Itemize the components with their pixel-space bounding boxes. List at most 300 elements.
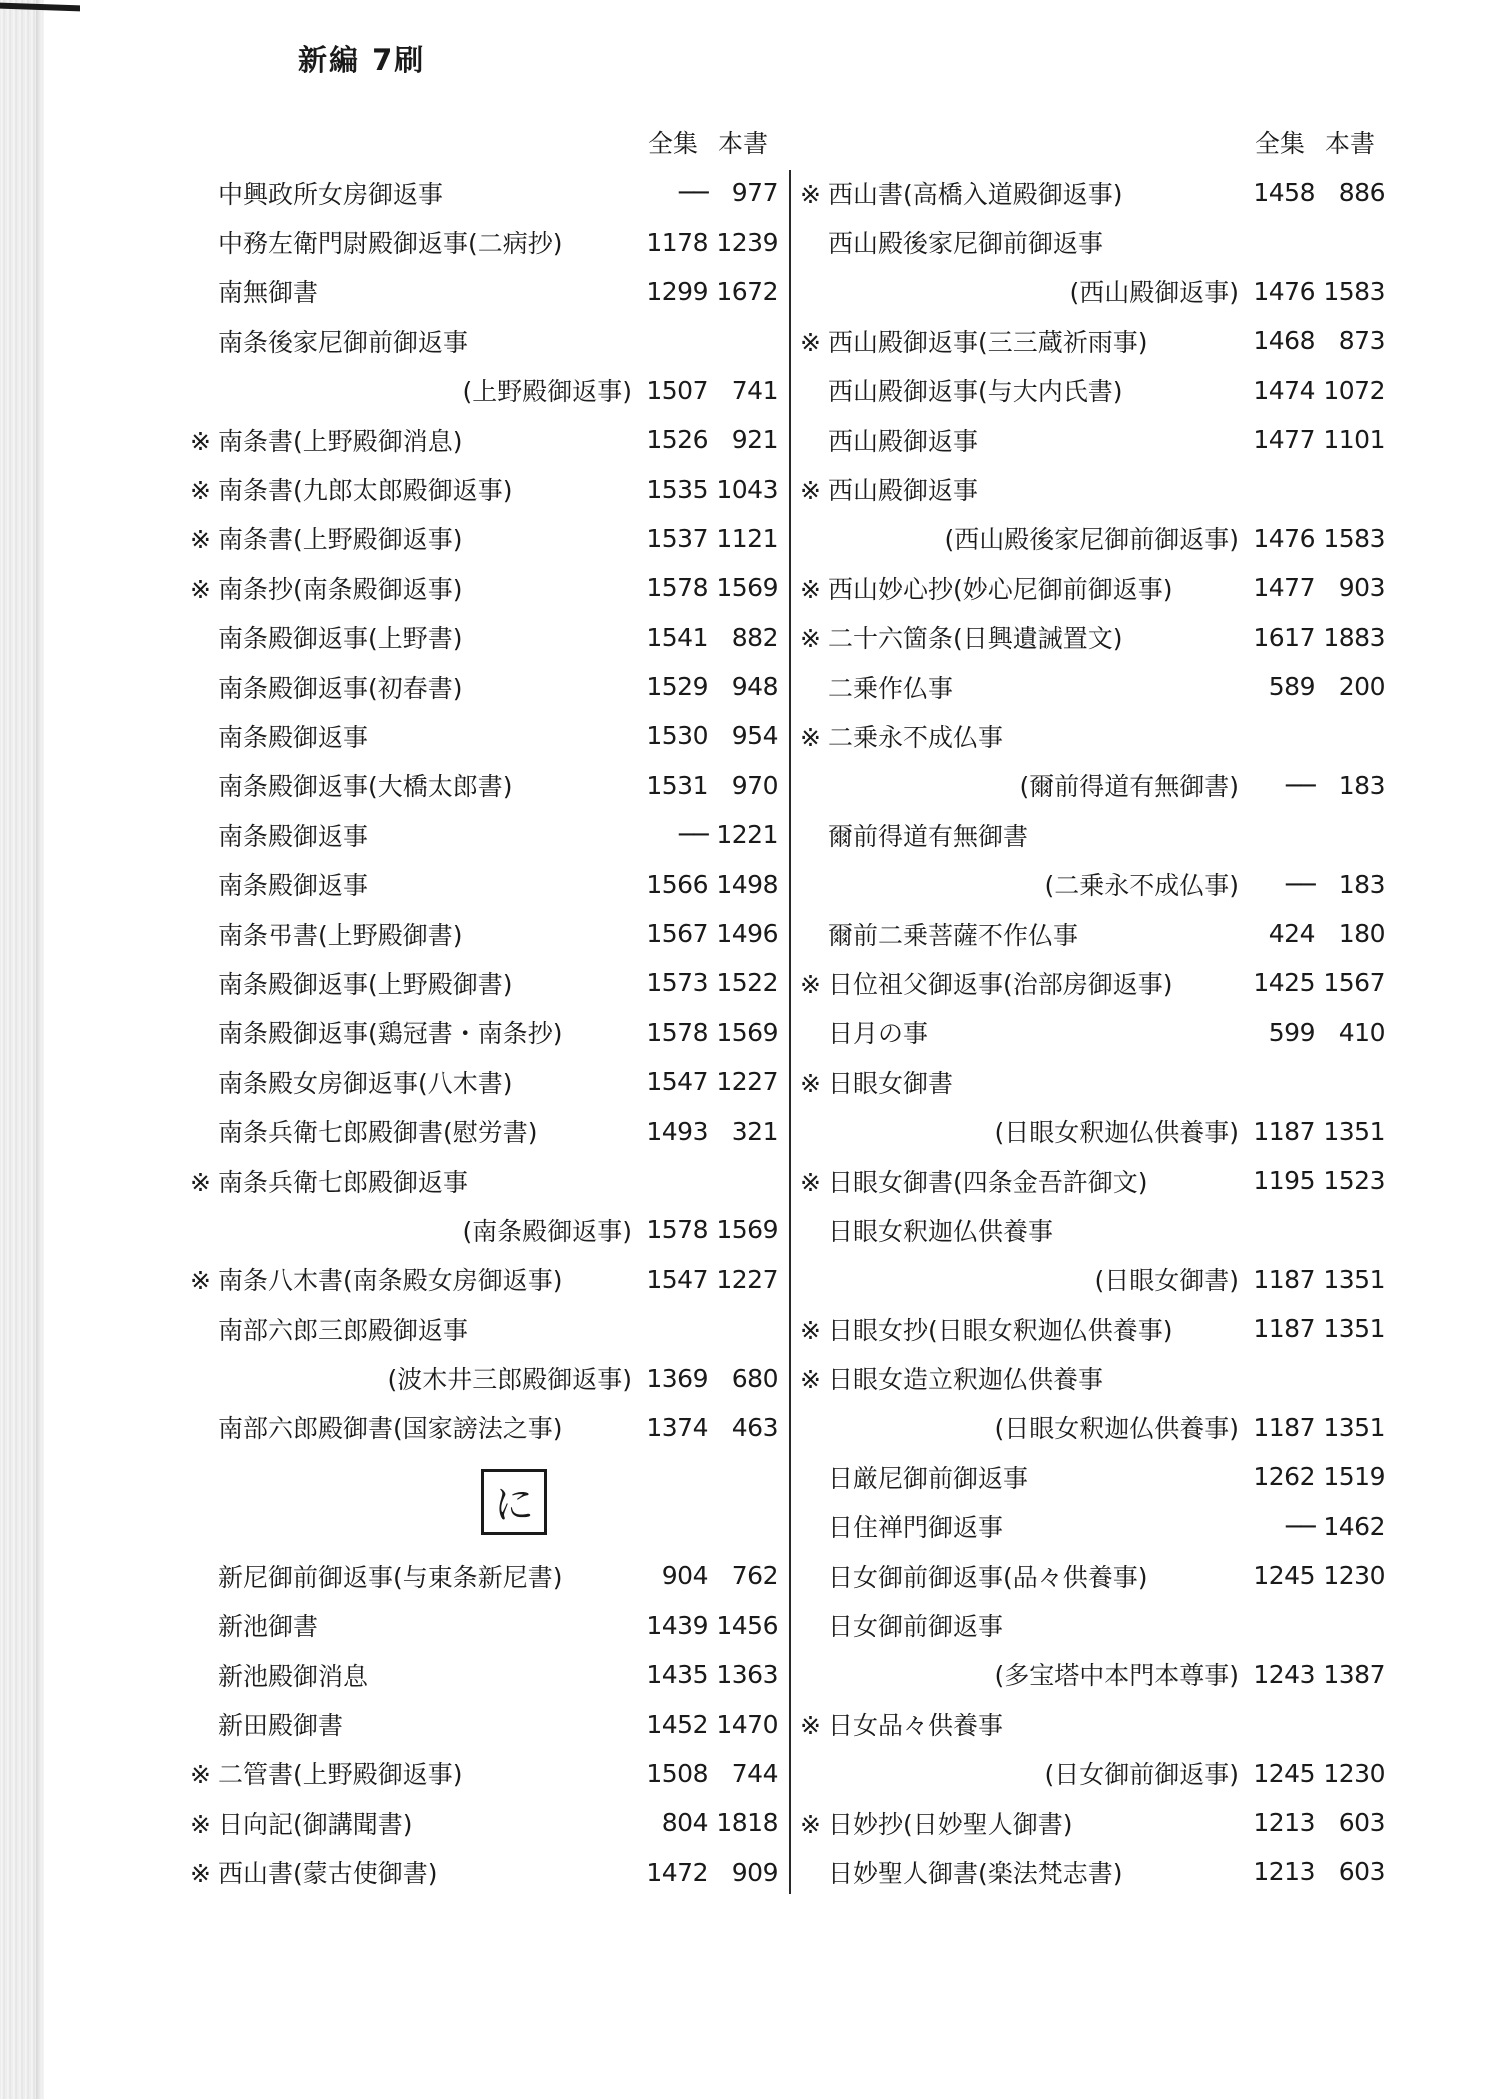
entry-title: 日眼女造立釈迦仏供養事: [828, 1365, 1104, 1395]
zenshu-page: 1526: [646, 425, 708, 455]
zenshu-page: 1425: [1253, 968, 1315, 998]
honsho-page: 321: [731, 1116, 778, 1146]
entry-title: 新池御書: [218, 1612, 319, 1642]
honsho-page: 1583: [1323, 276, 1385, 306]
entry-title: 日女御前御返事(品々供養事): [828, 1562, 1148, 1592]
index-row: [190, 1749, 778, 1798]
entry-title: 南条抄(南条殿御返事): [218, 574, 463, 604]
index-row-continuation: [800, 514, 1385, 563]
entry-mark: ※: [800, 327, 821, 357]
honsho-page: 1230: [1323, 1561, 1385, 1591]
zenshu-page: 1508: [646, 1758, 708, 1788]
index-row: [190, 1848, 778, 1897]
index-row: [190, 1255, 778, 1304]
index-row: [800, 1057, 1385, 1106]
zenshu-page: 1187: [1253, 1412, 1315, 1442]
honsho-page: 882: [731, 622, 778, 652]
honsho-page: 1567: [1323, 968, 1385, 998]
entry-title: 西山殿後家尼御前御返事: [828, 229, 1104, 259]
entry-mark: ※: [800, 476, 821, 506]
honsho-page: 1101: [1323, 425, 1385, 455]
entry-title: (上野殿御返事): [462, 377, 632, 407]
zenshu-page: 1243: [1253, 1659, 1315, 1689]
zenshu-page: 1458: [1253, 178, 1315, 208]
index-row-continuation: [190, 1205, 778, 1254]
index-row-continuation: [190, 366, 778, 415]
honsho-page: 1239: [716, 227, 778, 257]
honsho-page: 1523: [1323, 1166, 1385, 1195]
entry-mark: ※: [800, 179, 821, 209]
entry-title-cell: [190, 372, 638, 408]
honsho-page: 1569: [716, 1215, 778, 1245]
entry-title: 爾前得道有無御書: [828, 821, 1029, 851]
zenshu-page: ──: [678, 178, 708, 208]
honsho-page: 1121: [716, 523, 778, 553]
entry-mark: ※: [190, 525, 211, 555]
zenshu-page: 1530: [646, 721, 708, 751]
zenshu-page: 1578: [646, 1017, 708, 1047]
entry-title-cell: [190, 669, 638, 705]
entry-title-cell: [800, 866, 1245, 902]
index-row-continuation: [800, 761, 1385, 810]
honsho-page: 680: [731, 1363, 778, 1393]
entry-title: 日向記(御講聞書): [218, 1809, 413, 1839]
entry-title-cell: [800, 1261, 1245, 1297]
zenshu-page: 1507: [646, 375, 708, 405]
zenshu-page: 1452: [646, 1709, 708, 1739]
index-row-continuation: [800, 1650, 1385, 1699]
zenshu-page: 1541: [646, 622, 708, 652]
index-row: [190, 1650, 778, 1699]
entry-title: 南条兵衛七郎殿御書(慰労書): [218, 1118, 538, 1148]
zenshu-page: 1435: [646, 1660, 708, 1690]
entry-title-cell: [800, 1508, 1245, 1544]
entry-title: (爾前得道有無御書): [1019, 772, 1239, 802]
entry-title-cell: [190, 1607, 638, 1643]
entry-title-cell: [190, 520, 638, 556]
entry-title-cell: [800, 570, 1245, 606]
section-kana-box: に: [481, 1469, 547, 1535]
zenshu-page: 599: [1268, 1017, 1315, 1047]
entry-title: 日女御前御返事: [828, 1612, 1004, 1642]
zenshu-page: 1468: [1253, 326, 1315, 356]
zenshu-page: 1474: [1253, 375, 1315, 405]
zenshu-page: ──: [1285, 1511, 1315, 1541]
entry-title-cell: [190, 1805, 638, 1841]
honsho-page: 1227: [716, 1067, 778, 1097]
entry-title: (日眼女釈迦仏供養事): [994, 1414, 1239, 1444]
entry-title-cell: [800, 224, 1245, 260]
honsho-page: 410: [1338, 1017, 1385, 1047]
honsho-page: 1470: [716, 1709, 778, 1739]
entry-title-cell: [190, 1854, 638, 1890]
entry-title: 南条殿御返事: [218, 871, 369, 901]
entry-title-cell: [190, 1558, 638, 1594]
entry-title-cell: [190, 1409, 638, 1445]
entry-title: 日眼女釈迦仏供養事: [828, 1216, 1054, 1246]
entry-title-cell: [190, 422, 638, 458]
index-column-right: [800, 118, 1385, 1897]
index-row: [190, 1008, 778, 1057]
honsho-page: 1818: [716, 1808, 778, 1838]
entry-title: 日眼女抄(日眼女釈迦仏供養事): [828, 1315, 1173, 1345]
entry-title-cell: [800, 1706, 1245, 1742]
honsho-page: 1456: [716, 1610, 778, 1640]
entry-title: 西山書(高橋入道殿御返事): [828, 179, 1123, 209]
honsho-page: 1221: [716, 820, 778, 850]
entry-mark: ※: [800, 1068, 821, 1098]
entry-title-cell: [800, 1014, 1245, 1050]
honsho-page: 886: [1338, 178, 1385, 208]
entry-title-cell: [190, 1311, 638, 1347]
index-row: [800, 168, 1385, 217]
entry-title-cell: [800, 1311, 1245, 1347]
entry-title: 南条殿御返事(大橋太郎書): [218, 772, 513, 802]
honsho-page: 463: [731, 1412, 778, 1442]
entry-title-cell: [800, 718, 1245, 754]
entry-title: 中務左衛門尉殿御返事(二病抄): [218, 229, 563, 259]
index-row: [190, 415, 778, 464]
entry-title-cell: [800, 1064, 1245, 1100]
index-row: [190, 859, 778, 908]
entry-title-cell: [190, 471, 638, 507]
honsho-page: 977: [731, 178, 778, 208]
honsho-page: 603: [1338, 1808, 1385, 1838]
entry-title-cell: [190, 1657, 638, 1693]
entry-title-cell: [800, 1805, 1245, 1841]
zenshu-page: 1195: [1253, 1166, 1315, 1195]
index-row: [800, 810, 1385, 859]
honsho-page: 1351: [1323, 1116, 1385, 1146]
index-row: [190, 909, 778, 958]
entry-title: 南条書(上野殿御返事): [218, 525, 463, 555]
zenshu-page: 1472: [646, 1857, 708, 1887]
entry-title-cell: [800, 916, 1245, 952]
index-row: [190, 168, 778, 217]
entry-title-cell: [800, 1212, 1245, 1248]
entry-title: (日眼女釈迦仏供養事): [994, 1118, 1239, 1148]
zenshu-page: 1529: [646, 672, 708, 702]
entry-title-cell: [800, 1163, 1245, 1199]
entry-title-cell: [800, 619, 1245, 655]
entry-title-cell: [800, 372, 1245, 408]
index-row: [190, 1304, 778, 1353]
entry-title: 日月の事: [828, 1019, 929, 1049]
entry-title-cell: [190, 570, 638, 606]
zenshu-page: 1547: [646, 1067, 708, 1097]
entry-mark: ※: [190, 1809, 211, 1839]
entry-title-cell: [800, 767, 1245, 803]
entry-title-cell: [800, 1607, 1245, 1643]
entry-title-cell: [800, 273, 1245, 309]
entry-title: 二管書(上野殿御返事): [218, 1760, 463, 1790]
honsho-page: 200: [1338, 672, 1385, 702]
index-row: [190, 1403, 778, 1452]
header-honsho: 本書: [717, 129, 768, 158]
entry-mark: ※: [800, 1315, 821, 1345]
entry-title: 西山殿御返事: [828, 476, 979, 506]
index-row: [800, 1205, 1385, 1254]
entry-title: 二乗永不成仏事: [828, 722, 1004, 752]
entry-title-cell: [190, 273, 638, 309]
entry-title: 南条殿御返事: [218, 722, 369, 752]
entry-title: 南条殿女房御返事(八木書): [218, 1068, 513, 1098]
honsho-page: 183: [1338, 869, 1385, 899]
honsho-page: 1227: [716, 1264, 778, 1294]
index-row: [800, 1502, 1385, 1551]
index-row-continuation: [800, 267, 1385, 316]
honsho-page: 1072: [1323, 375, 1385, 405]
honsho-page: 1569: [716, 1017, 778, 1047]
entry-mark: ※: [800, 722, 821, 752]
index-rows: [800, 168, 1385, 1897]
entry-title-cell: [800, 520, 1245, 556]
entry-title: 南条書(上野殿御消息): [218, 426, 463, 456]
index-row: [800, 464, 1385, 513]
zenshu-page: 1262: [1253, 1462, 1315, 1492]
entry-title-cell: [190, 1212, 638, 1248]
index-row: [800, 1551, 1385, 1600]
header-honsho: 本書: [1324, 129, 1375, 158]
entry-title: 南条殿御返事(上野殿御書): [218, 969, 513, 999]
entry-title-cell: [800, 471, 1245, 507]
entry-mark: ※: [190, 476, 211, 506]
entry-title: 南条後家尼御前御返事: [218, 327, 469, 357]
entry-title: (西山殿御返事): [1069, 278, 1239, 308]
honsho-page: 948: [731, 672, 778, 702]
entry-mark: ※: [190, 574, 211, 604]
zenshu-page: 1567: [646, 919, 708, 949]
entry-title: 南条書(九郎太郎殿御返事): [218, 476, 513, 506]
zenshu-page: 1493: [646, 1116, 708, 1146]
entry-title-cell: [800, 817, 1245, 853]
zenshu-page: 1476: [1253, 276, 1315, 306]
index-rows: [190, 168, 778, 1897]
entry-mark: ※: [800, 1167, 821, 1197]
zenshu-page: 1476: [1253, 523, 1315, 553]
entry-title: 日妙抄(日妙聖人御書): [828, 1809, 1073, 1839]
zenshu-page: 1566: [646, 869, 708, 899]
entry-title: 南条八木書(南条殿女房御返事): [218, 1266, 563, 1296]
entry-title: 新池殿御消息: [218, 1661, 369, 1691]
zenshu-page: 1178: [646, 227, 708, 257]
index-row: [800, 366, 1385, 415]
entry-mark: ※: [800, 1809, 821, 1839]
entry-title-cell: [190, 916, 638, 952]
zenshu-page: ──: [678, 820, 708, 850]
entry-title-cell: [800, 1409, 1245, 1445]
entry-title-cell: [800, 1755, 1245, 1791]
honsho-page: 954: [731, 721, 778, 751]
zenshu-page: 1299: [646, 276, 708, 306]
zenshu-page: ──: [1285, 869, 1315, 899]
zenshu-page: 1187: [1253, 1116, 1315, 1146]
index-row: [190, 810, 778, 859]
index-row: [800, 1600, 1385, 1649]
index-row: [190, 711, 778, 760]
entry-title-cell: [190, 817, 638, 853]
entry-title: 南条殿御返事(上野書): [218, 624, 463, 654]
index-row: [800, 563, 1385, 612]
index-row: [800, 958, 1385, 1007]
index-row: [800, 415, 1385, 464]
honsho-page: 1672: [716, 276, 778, 306]
index-row: [190, 1601, 778, 1650]
entry-title-cell: [190, 619, 638, 655]
entry-title-cell: [190, 1163, 638, 1199]
entry-title-cell: [800, 1360, 1245, 1396]
zenshu-page: 1531: [646, 770, 708, 800]
entry-title: 南条殿御返事(初春書): [218, 673, 463, 703]
zenshu-page: 1369: [646, 1363, 708, 1393]
index-row: [800, 1798, 1385, 1847]
honsho-page: 970: [731, 770, 778, 800]
honsho-page: 1351: [1323, 1264, 1385, 1294]
index-row: [190, 613, 778, 662]
zenshu-page: 1213: [1253, 1857, 1315, 1887]
entry-mark: ※: [190, 1266, 211, 1296]
index-row-continuation: [800, 1106, 1385, 1155]
entry-title: 日眼女御書(四条金吾許御文): [828, 1167, 1148, 1197]
entry-title-cell: [190, 1706, 638, 1742]
entry-title-cell: [800, 422, 1245, 458]
index-row: [800, 316, 1385, 365]
entry-title-cell: [190, 1064, 638, 1100]
entry-title: 西山殿御返事(与大内氏書): [828, 377, 1123, 407]
index-row: [190, 1798, 778, 1847]
zenshu-page: 1477: [1253, 425, 1315, 455]
index-row: [190, 514, 778, 563]
zenshu-page: 1187: [1253, 1314, 1315, 1344]
entry-title: 西山妙心抄(妙心尼御前御返事): [828, 574, 1173, 604]
honsho-page: 183: [1338, 770, 1385, 800]
entry-title: (日眼女御書): [1094, 1266, 1239, 1296]
zenshu-page: 1245: [1253, 1758, 1315, 1788]
entry-title: 日妙聖人御書(楽法梵志書): [828, 1858, 1123, 1888]
honsho-page: 1569: [716, 573, 778, 603]
honsho-page: 1583: [1323, 523, 1385, 553]
entry-title: 南部六郎殿御書(国家謗法之事): [218, 1414, 563, 1444]
entry-title-cell: [800, 175, 1245, 211]
index-row: [800, 1353, 1385, 1402]
entry-title-cell: [800, 1113, 1245, 1149]
index-row: [800, 613, 1385, 662]
honsho-page: 921: [731, 425, 778, 455]
honsho-page: 1498: [716, 869, 778, 899]
honsho-page: 1387: [1323, 1659, 1385, 1689]
zenshu-page: 589: [1268, 672, 1315, 702]
entry-title: 二十六箇条(日興遺誡置文): [828, 624, 1123, 654]
honsho-page: 603: [1338, 1857, 1385, 1887]
entry-title-cell: [800, 965, 1245, 1001]
column-header: [800, 118, 1385, 166]
index-row: [190, 464, 778, 513]
zenshu-page: 1578: [646, 1215, 708, 1245]
entry-title: (多宝塔中本門本尊事): [994, 1661, 1239, 1691]
zenshu-page: ──: [1285, 770, 1315, 800]
index-row: [800, 662, 1385, 711]
zenshu-page: 1374: [646, 1412, 708, 1442]
entry-title: 西山書(蒙古使御書): [218, 1859, 438, 1889]
honsho-page: 873: [1338, 326, 1385, 356]
index-row: [190, 1057, 778, 1106]
index-row-continuation: [800, 1403, 1385, 1452]
entry-mark: ※: [190, 1167, 211, 1197]
entry-title: 日位祖父御返事(治部房御返事): [828, 969, 1173, 999]
entry-title: (西山殿後家尼御前御返事): [944, 525, 1239, 555]
entry-title-cell: [800, 1656, 1245, 1692]
honsho-page: 1522: [716, 968, 778, 998]
entry-title-cell: [190, 224, 638, 260]
index-row-continuation: [800, 859, 1385, 908]
entry-title-cell: [190, 965, 638, 1001]
section-heading: [190, 1452, 778, 1551]
index-row: [190, 316, 778, 365]
index-row: [190, 761, 778, 810]
zenshu-page: 1537: [646, 523, 708, 553]
index-row: [190, 1156, 778, 1205]
entry-title: (南条殿御返事): [462, 1216, 632, 1246]
index-row: [800, 1452, 1385, 1501]
index-row: [190, 563, 778, 612]
zenshu-page: 1439: [646, 1610, 708, 1640]
entry-title-cell: [190, 1755, 638, 1791]
entry-mark: ※: [800, 1365, 821, 1395]
entry-title: 新田殿御書: [218, 1711, 344, 1741]
index-row: [800, 711, 1385, 760]
honsho-page: 1351: [1323, 1412, 1385, 1442]
honsho-page: 1043: [716, 474, 778, 504]
honsho-page: 180: [1338, 919, 1385, 949]
honsho-page: 1519: [1323, 1462, 1385, 1492]
index-row: [800, 1699, 1385, 1748]
zenshu-page: 1578: [646, 573, 708, 603]
entry-title: 日女品々供養事: [828, 1710, 1004, 1740]
entry-title: 西山殿御返事(三三蔵祈雨事): [828, 327, 1148, 357]
index-row: [190, 1551, 778, 1600]
index-row: [190, 1106, 778, 1155]
entry-title: 南条殿御返事(鶏冠書・南条抄): [218, 1019, 563, 1049]
index-row: [800, 1008, 1385, 1057]
header-zenshu: 全集: [647, 129, 698, 158]
index-row: [800, 1156, 1385, 1205]
entry-title-cell: [190, 1014, 638, 1050]
index-row: [800, 217, 1385, 266]
index-row: [800, 1304, 1385, 1353]
honsho-page: 1351: [1323, 1314, 1385, 1344]
honsho-page: 903: [1338, 573, 1385, 603]
entry-title-cell: [190, 718, 638, 754]
entry-title-cell: [800, 323, 1245, 359]
entry-title-cell: [800, 1459, 1245, 1495]
entry-title: 二乗作仏事: [828, 673, 954, 703]
zenshu-page: 1547: [646, 1264, 708, 1294]
entry-title: 日眼女御書: [828, 1068, 954, 1098]
honsho-page: 909: [731, 1857, 778, 1887]
honsho-page: 741: [731, 375, 778, 405]
zenshu-page: 1535: [646, 474, 708, 504]
entry-title: 南条殿御返事: [218, 821, 369, 851]
zenshu-page: 1573: [646, 968, 708, 998]
zenshu-page: 1213: [1253, 1808, 1315, 1838]
entry-title: 南条弔書(上野殿御書): [218, 920, 463, 950]
entry-title-cell: [190, 175, 638, 211]
entry-title-cell: [190, 767, 638, 803]
entry-title-cell: [190, 866, 638, 902]
zenshu-page: 804: [661, 1808, 708, 1838]
entry-title: (波木井三郎殿御返事): [387, 1365, 632, 1395]
entry-title: 南条兵衛七郎殿御返事: [218, 1167, 469, 1197]
